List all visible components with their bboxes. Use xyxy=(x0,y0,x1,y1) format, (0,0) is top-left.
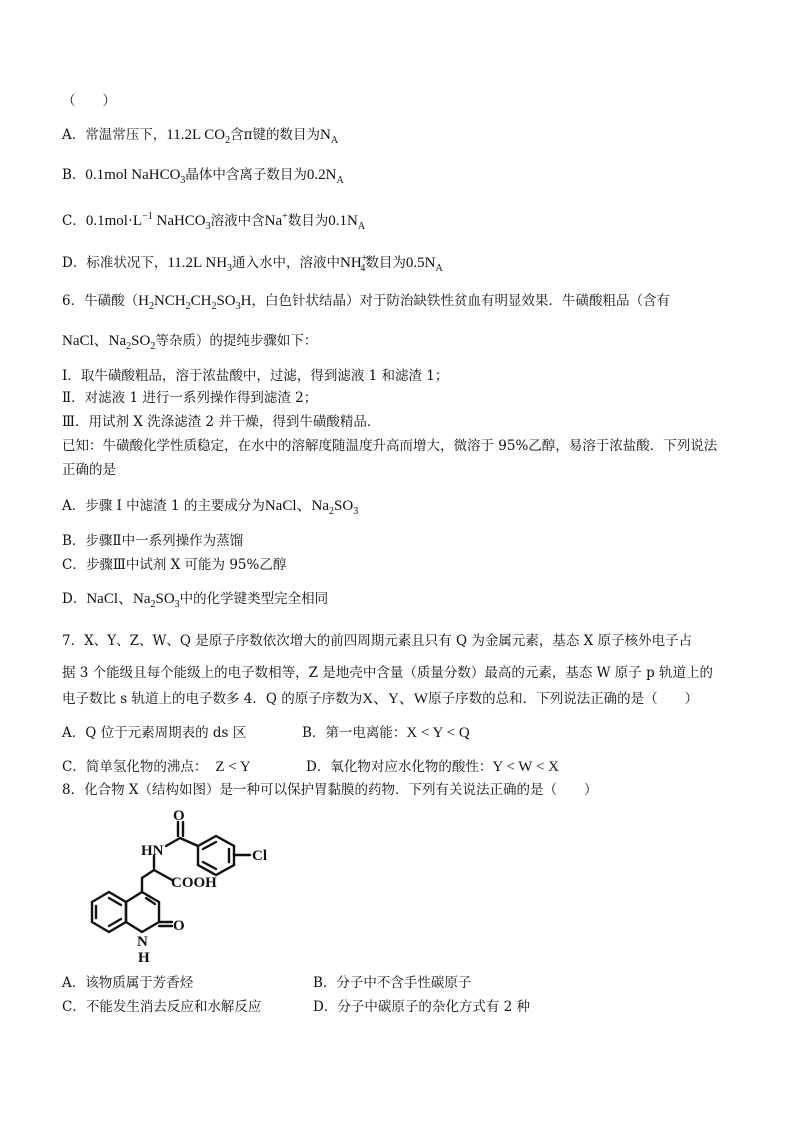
option-label: C． xyxy=(62,213,86,229)
q8-option-b[interactable]: B．分子中不含手性碳原子 xyxy=(313,975,472,991)
option-text: 数目为 xyxy=(287,213,329,229)
option-text: 通入水中，溶液中 xyxy=(232,255,341,271)
q6-option-d[interactable] xyxy=(62,590,328,614)
option-text: 标准状况下， xyxy=(86,255,168,271)
option-label: B． xyxy=(62,167,86,183)
formula: $0.1mol\cdot L^{-1}$ NaHCO$_3$ xyxy=(85,211,211,232)
option-text: 中的化学键类型完全相同 xyxy=(179,591,329,607)
label-cl: Cl xyxy=(252,848,267,864)
q6-option-c[interactable]: C．步骤Ⅲ中试剂 X 可能为 95%乙醇 xyxy=(62,557,287,573)
formula: $N_A$ xyxy=(320,127,339,146)
option-text: 数目为 xyxy=(365,255,406,271)
formula: NaCl、$Na_2SO_3$ xyxy=(264,498,359,517)
q6-step-3: Ⅲ．用试剂 X 洗涤滤渣 2 并干燥，得到牛磺酸精品． xyxy=(62,414,381,430)
label-o-ring: O xyxy=(173,918,185,934)
option-label: A． xyxy=(62,127,86,143)
q6-stem-line1: 6．牛磺酸（$H_2NCH_2CH_2SO_3H$，白色针状结晶）对于防治缺铁性贫血有明显效果．牛磺酸粗品（含有 xyxy=(62,293,670,312)
formula: 11.2L $NH_3$ xyxy=(167,255,233,274)
label-o-top: O xyxy=(173,808,185,824)
formula: 0.1mol NaHCO$_3$ xyxy=(85,167,186,186)
q7-option-d[interactable] xyxy=(306,758,559,776)
q7-option-a[interactable]: A．Q 位于元素周期表的 ds 区 xyxy=(62,725,247,741)
q8-option-a[interactable]: A．该物质属于芳香烃 xyxy=(62,975,194,991)
q6-step-2: Ⅱ．对滤液 1 进行一系列操作得到滤渣 2； xyxy=(62,390,318,406)
q6-known-line2: 正确的是 xyxy=(62,462,116,478)
formula: $NH^+_4$ xyxy=(340,253,368,274)
formula: NaCl、$Na_2SO_3$ xyxy=(86,591,180,610)
option-label: D． xyxy=(62,255,87,271)
option-text: 溶液中含 xyxy=(210,213,265,229)
option-label: D． xyxy=(62,591,87,607)
q5-option-b[interactable] xyxy=(62,166,344,190)
option-text: 含π键的数目为 xyxy=(230,127,321,143)
formula: NaCl、$Na_2SO_2$ xyxy=(62,333,156,352)
formula: $0.1N_A$ xyxy=(328,213,366,232)
label-n: N xyxy=(137,934,148,950)
q6-step-1: I．取牛磺酸粗品，溶于浓盐酸中，过滤，得到滤液 1 和滤渣 1； xyxy=(62,368,449,384)
option-text: 常温常压下， xyxy=(85,127,167,143)
formula: $0.5N_A$ xyxy=(405,255,443,274)
q7-stem-line2: 据 3 个能级且每个能级上的电子数相等，Z 是地壳中含量（质量分数）最高的元素，基态 W 原子 p 轨道上的 xyxy=(62,665,714,681)
label-cooh: COOH xyxy=(171,875,217,891)
formula: Y < W < X xyxy=(492,759,559,775)
q5-option-d[interactable] xyxy=(62,250,443,278)
q6-stem-line2: NaCl、$Na_2SO_2$等杂质）的提纯步骤如下： xyxy=(62,333,318,352)
q8-option-d[interactable]: D．分子中碳原子的杂化方式有 2 种 xyxy=(313,999,530,1015)
option-text: 晶体中含离子数目为 xyxy=(185,167,307,183)
formula: X < Y < Q xyxy=(406,725,470,741)
q7-option-b[interactable] xyxy=(302,724,470,742)
formula: X、Y、W xyxy=(362,691,429,707)
q8-option-c[interactable]: C．不能发生消去反应和水解反应 xyxy=(62,999,262,1015)
label-h: H xyxy=(138,950,150,966)
formula: $H_2NCH_2CH_2SO_3H$ xyxy=(138,293,252,312)
chemical-structure-diagram xyxy=(70,808,310,968)
q7-option-c[interactable] xyxy=(62,758,251,776)
q5-option-c[interactable] xyxy=(62,208,365,236)
option-text: C．简单氢化物的沸点： xyxy=(62,759,208,775)
formula: $0.2N_A$ xyxy=(306,167,344,186)
q8-stem: 8．化合物 X（结构如图）是一种可以保护胃黏膜的药物．下列有关说法正确的是（ ） xyxy=(62,782,598,798)
q5-option-a[interactable] xyxy=(62,126,338,150)
option-text: D．氧化物对应水化物的酸性： xyxy=(306,759,493,775)
q6-option-b[interactable]: B．步骤Ⅱ中一系列操作为蒸馏 xyxy=(62,533,244,549)
q6-option-a[interactable] xyxy=(62,497,358,521)
q5-bracket: （ ） xyxy=(62,93,116,109)
formula: Z < Y xyxy=(215,759,251,775)
formula: Na+ xyxy=(264,211,288,229)
q7-stem-line3: 电子数比 s 轨道上的电子数多 4．Q 的原子序数为X、Y、W原子序数的总和．下列说法正确的是（ ） xyxy=(62,691,699,707)
q7-stem-line1: 7．X、Y、Z、W、Q 是原子序数依次增大的前四周期元素且只有 Q 为金属元素，基态 X 原子核外电子占 xyxy=(62,633,693,649)
option-text: A．步骤 I 中滤渣 1 的主要成分为 xyxy=(62,498,265,514)
formula: 11.2L $CO_2$ xyxy=(166,127,231,146)
q6-known-line1: 已知：牛磺酸化学性质稳定，在水中的溶解度随温度升高而增大，微溶于 95%乙醇，易溶于浓盐酸．下列说法 xyxy=(62,438,718,454)
label-nh: HN xyxy=(141,843,164,859)
option-text: B．第一电离能： xyxy=(302,725,407,741)
